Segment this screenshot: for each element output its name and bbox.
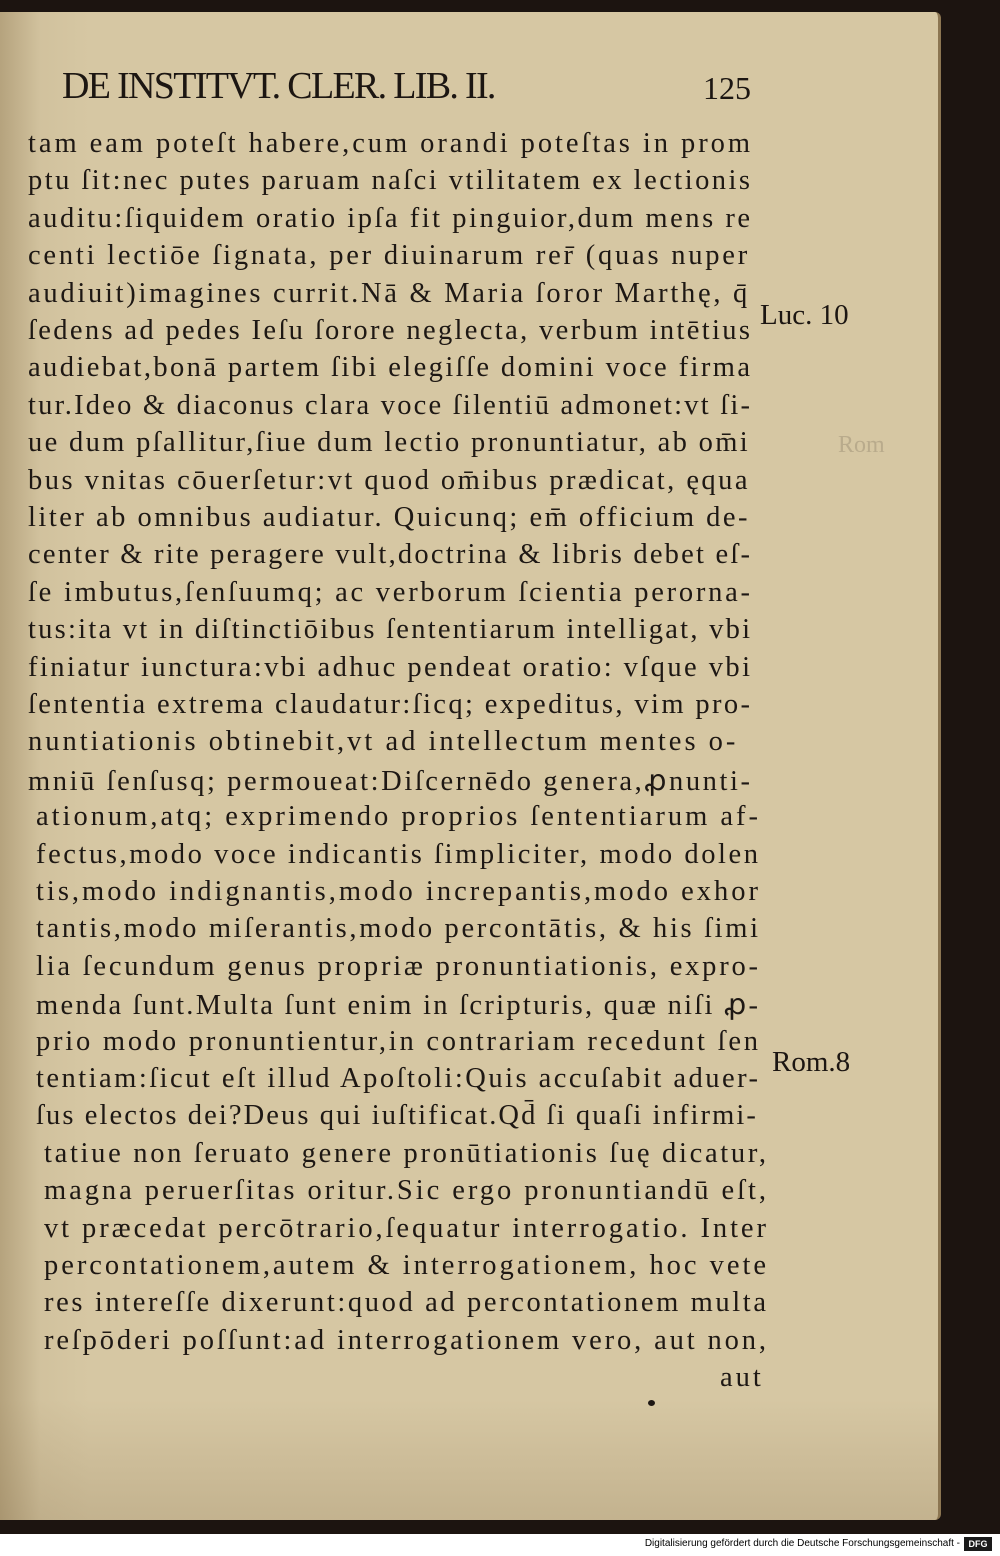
text-line: res intereſſe dixerunt:quod ad percontationem multa [44,1287,769,1319]
text-line: ſententia extrema claudatur:ſicq; expeditus, vim pro- [28,689,753,720]
text-line: nuntiationis obtinebit,vt ad intellectum mentes o- [28,726,739,758]
text-line: center & rite peragere vult,doctrina & libris debet eſ- [28,539,753,571]
text-line: mniū ſenſusq; permoueat:Diſcernēdo genera,ꝓnunti- [28,765,753,797]
text-line: ſedens ad pedes Ieſu ſorore neglecta, verbum intētius [28,315,753,346]
text-line: ationum,atq; exprimendo proprios ſententiarum af- [36,801,761,833]
text-line: tus:ita vt in diſtinctiōibus ſententiarum intelligat, vbi [28,614,753,646]
text-line: tur.Ideo & diaconus clara voce ſilentiū admonet:vt ſi- [28,389,753,421]
text-line: prio modo pronuntientur,in contrariam recedunt ſen [36,1025,761,1057]
running-title: DE INSTITVT. CLER. LIB. II. [62,65,495,107]
margin-note-luc: Luc. 10 [760,299,849,331]
text-line: fectus,modo voce indicantis ſimpliciter, modo dolen [36,838,761,870]
text-line: auditu:ſiquidem oratio ipſa fit pinguior,dum mens re [28,202,753,234]
text-line: liter ab omnibus audiatur. Quicunq; em̄ officium de- [28,502,750,533]
text-line: tam eam poteſt habere,cum orandi poteſtas in prom [28,128,753,159]
book-page [0,12,941,1520]
text-line: lia ſecundum genus propriæ pronuntiationis, expro- [36,950,761,982]
funding-credit: Digitalisierung gefördert durch die Deutsche Forschungsgemeinschaft - [644,1538,960,1549]
page-number: 125 [703,70,751,106]
text-line: tentiam:ſicut eſt illud Apoſtoli:Quis accuſabit aduer- [36,1063,761,1094]
text-line: tatiue non ſeruato genere pronūtiationis ſuę dicatur, [44,1137,769,1169]
digitization-footer [0,1534,1000,1556]
dfg-logo: DFG [964,1537,992,1551]
text-line: percontationem,autem & interrogationem, hoc vete [44,1250,769,1281]
text-line: ue dum pſallitur,ſiue dum lectio pronuntiatur, ab om̄i [28,427,750,459]
text-line: tis,modo indignantis,modo increpantis,modo exhor [36,876,761,907]
margin-note-rom: Rom.8 [772,1046,851,1078]
ink-speck [648,1400,655,1406]
text-line: tantis,modo miſerantis,modo percontātis, & his ſimi [36,913,761,945]
text-line: ſe imbutus,ſenſuumq; ac verborum ſcientia perorna- [28,576,753,608]
text-line: audiuit)imagines currit.Nā & Maria ſoror Marthę, q̄ [28,277,750,309]
text-line: audiebat,bonā partem ſibi elegiſſe domini voce firma [28,352,753,384]
text-line: ptu ſit:nec putes paruam naſci vtilitatem ex lectionis [28,165,753,197]
text-line: bus vnitas cōuerſetur:vt quod om̄ibus prædicat, ęqua [28,464,750,496]
text-line: vt præcedat percōtrario,ſequatur interrogatio. Inter [44,1212,769,1244]
text-line: centi lectiōe ſignata, per diuinarum rer̄ (quas nuper [28,240,750,272]
text-line: aut [720,1362,764,1394]
show-through-text: Rom [838,432,885,458]
text-line: menda ſunt.Multa ſunt enim in ſcripturis, quæ niſi ꝓ- [36,990,761,1022]
text-line: finiatur iunctura:vbi adhuc pendeat oratio: vſque vbi [28,651,753,683]
text-line: magna peruerſitas oritur.Sic ergo pronuntiandū eſt, [44,1175,769,1207]
text-line: reſpōderi poſſunt:ad interrogationem vero, aut non, [44,1324,769,1356]
text-line: ſus electos dei?Deus qui iuſtificat.Qd̄ ſi quaſi infirmi- [36,1100,758,1132]
